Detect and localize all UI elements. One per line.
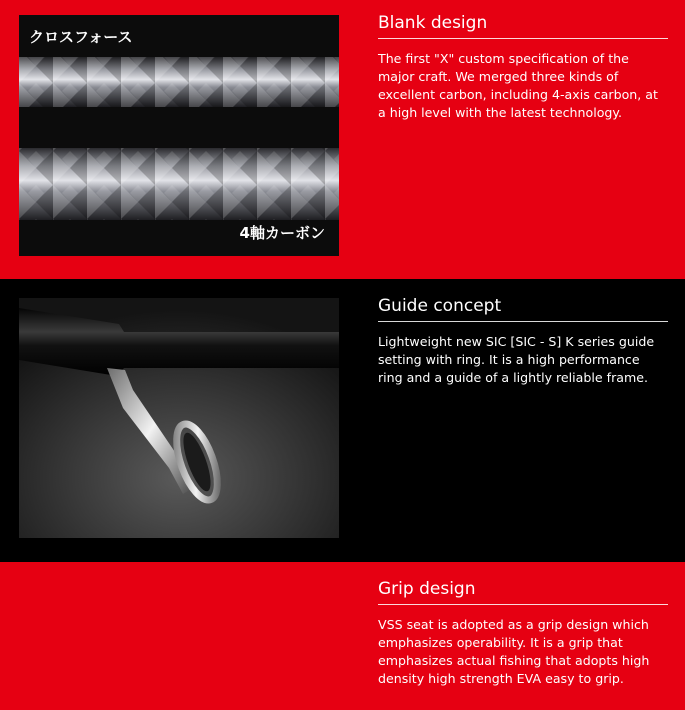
grip-design-heading: Grip design <box>378 578 668 605</box>
blank-design-text <box>378 12 668 122</box>
carbon-blank-image <box>19 15 339 256</box>
guide-concept-section <box>0 279 685 562</box>
guide-concept-body: Lightweight new SIC [SIC - S] K series guide setting with ring. It is a high performance ring and a guide of a lightly reliable frame. <box>378 334 655 385</box>
carbon-rods-illustration <box>19 15 339 256</box>
grip-design-section <box>0 562 685 710</box>
guide-concept-heading: Guide concept <box>378 295 668 322</box>
guide-image <box>19 298 339 538</box>
blank-design-section <box>0 0 685 279</box>
grip-design-text <box>378 578 668 688</box>
four-axis-carbon-label: 4軸カーボン <box>239 224 325 242</box>
blank-design-body: The first "X" custom specification of the major craft. We merged three kinds of excellent carbon, including 4-axis carbon, at a high level with the latest technology. <box>378 51 658 120</box>
guide-concept-text <box>378 295 668 387</box>
blank-design-heading: Blank design <box>378 12 668 39</box>
grip-design-body: VSS seat is adopted as a grip design which emphasizes operability. It is a grip that emphasizes actual fishing that adopts high density high strength EVA easy to grip. <box>378 617 650 686</box>
rod-guide-illustration <box>19 298 339 538</box>
crossforce-label: クロスフォース <box>29 28 133 46</box>
